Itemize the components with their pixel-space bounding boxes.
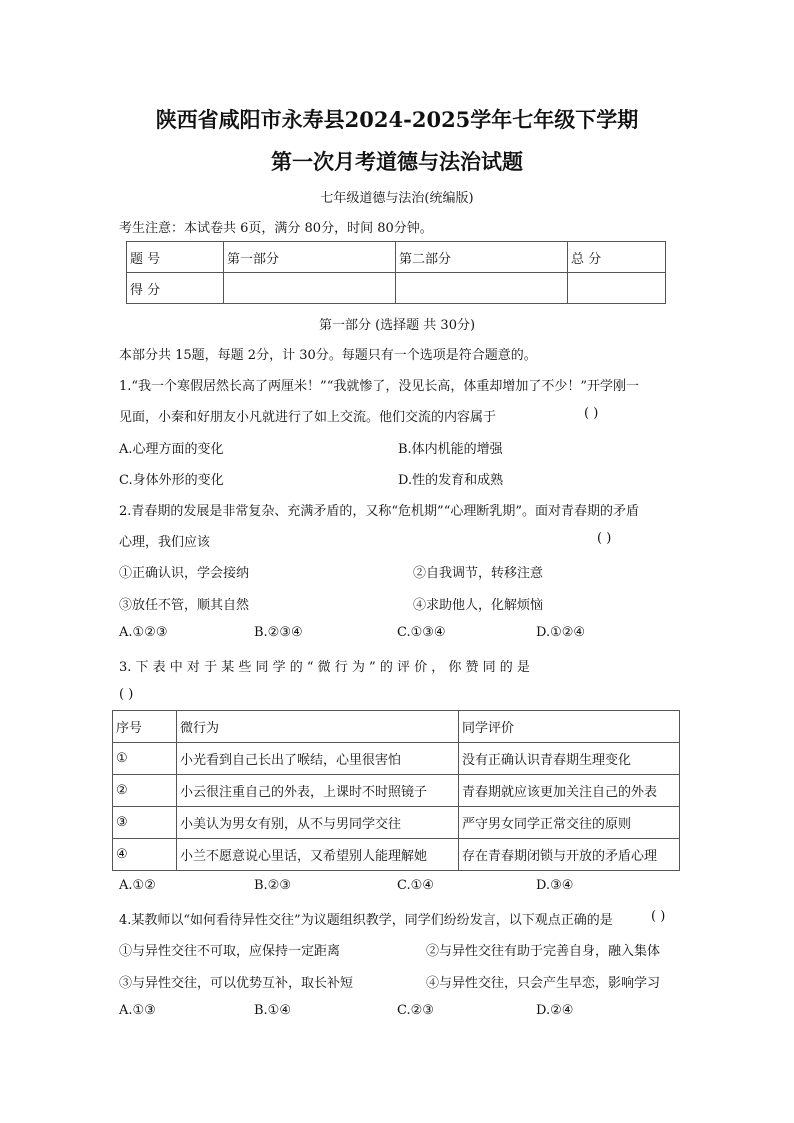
q3-behavior-table: [112, 710, 680, 871]
q3-table-cell: 没有正确认识青春期生理变化: [459, 743, 680, 775]
q3-option-a[interactable]: A.①②: [119, 878, 156, 893]
score-table-cell: 第一部分: [224, 242, 396, 273]
q3-table-cell: ③: [113, 807, 177, 839]
score-table-cell: 题 号: [127, 242, 224, 273]
q3-option-c[interactable]: C.①④: [397, 878, 434, 893]
q4-answer-bracket[interactable]: ( ): [651, 909, 666, 924]
q4-statement-3: ③与异性交往，可以优势互补，取长补短: [119, 976, 354, 991]
q3-table-cell: 严守男女同学正常交往的原则: [459, 807, 680, 839]
q3-table-cell: 小光看到自己长出了喉结，心里很害怕: [177, 743, 459, 775]
q2-statement-3: ③放任不管，顺其自然: [119, 598, 250, 613]
q3-table-cell: ②: [113, 775, 177, 807]
q2-answer-bracket[interactable]: ( ): [597, 531, 612, 546]
part1-instructions: 本部分共 15题，每题 2分，计 30分。每题只有一个选项是符合题意的。: [119, 348, 537, 363]
page-title-line1: 陕西省咸阳市永寿县2024-2025学年七年级下学期: [155, 107, 639, 132]
q1-option-d[interactable]: D.性的发育和成熟: [398, 473, 504, 488]
q2-option-a[interactable]: A.①②③: [119, 625, 168, 640]
q3-option-b[interactable]: B.②③: [254, 878, 291, 893]
table-row: [113, 807, 680, 839]
q1-option-c[interactable]: C.身体外形的变化: [119, 473, 224, 488]
table-row: [113, 743, 680, 775]
q4-statement-1: ①与异性交往不可取，应保持一定距离: [119, 944, 341, 959]
table-row: [113, 775, 680, 807]
q4-option-b[interactable]: B.①④: [254, 1003, 291, 1018]
q3-table-header-cell: 序号: [113, 711, 177, 743]
q3-option-d[interactable]: D.③④: [536, 878, 574, 893]
q2-stem-line1: 2.青春期的发展是非常复杂、充满矛盾的，又称“危机期”“心理断乳期”。面对青春期的矛盾: [119, 504, 639, 519]
part1-heading: 第一部分 (选择题 共 30分): [318, 318, 476, 333]
q4-option-c[interactable]: C.②③: [397, 1003, 434, 1018]
q1-stem-line2: 见面，小秦和好朋友小凡就进行了如上交流。他们交流的内容属于: [119, 410, 497, 425]
q3-stem-line1: 3. 下 表 中 对 于 某 些 同 学 的 “ 微 行 为 ” 的 评 价 ， 你 赞 同 的 是: [119, 660, 530, 675]
score-input-part1[interactable]: [224, 273, 396, 304]
q2-statement-1: ①正确认识，学会接纳: [119, 566, 250, 581]
score-table-cell: 得 分: [127, 273, 224, 304]
q4-stem-line1: 4.某教师以“如何看待异性交往”为议题组织教学，同学们纷纷发言，以下观点正确的是: [119, 913, 613, 928]
q2-option-d[interactable]: D.①②④: [536, 625, 586, 640]
q3-table-cell: ④: [113, 839, 177, 871]
q2-option-c[interactable]: C.①③④: [397, 625, 446, 640]
q2-statement-4: ④求助他人，化解烦恼: [413, 598, 544, 613]
q1-option-a[interactable]: A.心理方面的变化: [119, 442, 224, 457]
q2-option-b[interactable]: B.②③④: [254, 625, 303, 640]
q3-table-cell: ①: [113, 743, 177, 775]
q3-table-header-cell: 同学评价: [459, 711, 680, 743]
score-input-part2[interactable]: [396, 273, 568, 304]
q1-stem-line1: 1.“我一个寒假居然长高了两厘米！”“我就惨了，没见长高，体重却增加了不少！”开学刚一: [119, 379, 639, 394]
q3-table-cell: 青春期就应该更加关注自己的外表: [459, 775, 680, 807]
q3-table-cell: 存在青春期闭锁与开放的矛盾心理: [459, 839, 680, 871]
score-table-header-row: [127, 242, 666, 273]
score-input-total[interactable]: [568, 273, 666, 304]
q4-option-a[interactable]: A.①③: [119, 1003, 156, 1018]
q4-statement-2: ②与异性交往有助于完善自身，融入集体: [426, 944, 661, 959]
q3-table-cell: 小云很注重自己的外表，上课时不时照镜子: [177, 775, 459, 807]
table-row: [113, 839, 680, 871]
score-table-score-row: [127, 273, 666, 304]
page-subtitle: 七年级道德与法治(统编版): [320, 191, 474, 206]
q3-answer-bracket[interactable]: ( ): [119, 687, 134, 702]
q3-table-cell: 小兰不愿意说心里话，又希望别人能理解她: [177, 839, 459, 871]
q4-option-d[interactable]: D.②④: [536, 1003, 574, 1018]
score-table: [126, 241, 666, 304]
q3-table-header-cell: 微行为: [177, 711, 459, 743]
q2-statement-2: ②自我调节，转移注意: [413, 566, 544, 581]
q3-table-cell: 小美认为男女有别，从不与男同学交往: [177, 807, 459, 839]
q4-statement-4: ④与异性交往，只会产生早恋，影响学习: [426, 976, 661, 991]
q2-stem-line2: 心理，我们应该: [119, 535, 211, 550]
exam-notice: 考生注意：本试卷共 6页，满分 80分，时间 80分钟。: [119, 221, 433, 236]
score-table-cell: 总 分: [568, 242, 666, 273]
score-table-cell: 第二部分: [396, 242, 568, 273]
q1-answer-bracket[interactable]: ( ): [584, 406, 599, 421]
page-title-line2: 第一次月考道德与法治试题: [271, 149, 523, 174]
q1-option-b[interactable]: B.体内机能的增强: [398, 442, 503, 457]
q3-table-header-row: [113, 711, 680, 743]
